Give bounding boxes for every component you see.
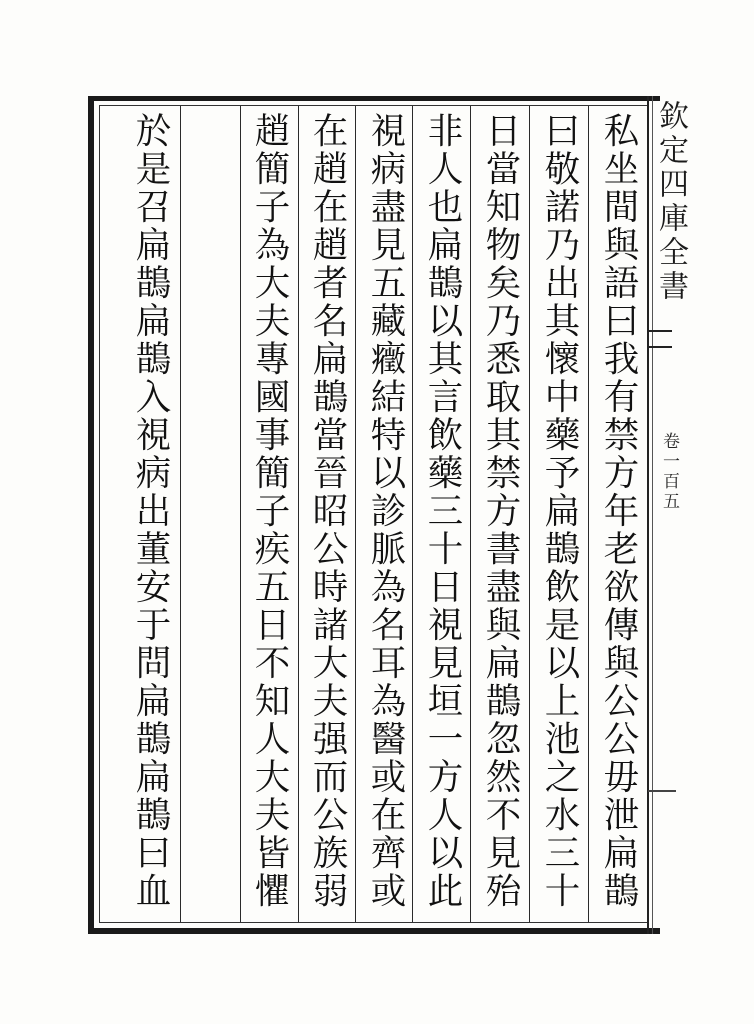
text-column: [592, 112, 644, 912]
column-rule: [180, 106, 181, 922]
text-column: [359, 112, 411, 912]
column-text: 於是召扁鵲扁鵲入視病出董安于問扁鵲扁鵲曰血: [130, 112, 171, 910]
column-text: 趙簡子為大夫專國事簡子疾五日不知人大夫皆懼: [249, 112, 290, 910]
column-rule: [529, 106, 530, 922]
column-text: 在趙在趙者名扁鵲當晉昭公時諸大夫强而公族弱: [307, 112, 348, 910]
text-column: [243, 112, 295, 912]
margin-book-title: 欽定四庫全書: [653, 100, 688, 304]
text-column: [416, 112, 468, 912]
column-text: 曰敬諾乃出其懷中藥予扁鵲飲是以上池之水三十: [539, 112, 580, 910]
column-rule: [412, 106, 413, 922]
text-column: [533, 112, 585, 912]
column-text: 日當知物矣乃悉取其禁方書盡與扁鵲忽然不見殆: [480, 112, 521, 910]
text-column: [474, 112, 526, 912]
column-text: 私坐間與語曰我有禁方年老欲傳與公公毋泄扁鵲: [598, 112, 639, 910]
text-column: [301, 112, 353, 912]
margin-volume-label: 卷一百五: [659, 432, 679, 512]
column-text: 非人也扁鵲以其言飲藥三十日視見垣一方人以此: [422, 112, 463, 910]
column-rule: [298, 106, 299, 922]
fold-border: [647, 96, 649, 934]
column-text: 視病盡見五藏癥結特以診脈為名耳為醫或在齊或: [365, 112, 406, 910]
margin-tick: [648, 790, 676, 792]
column-rule: [588, 106, 589, 922]
column-rule: [470, 106, 471, 922]
column-rule: [240, 106, 241, 922]
column-rule: [355, 106, 356, 922]
text-column: [124, 112, 176, 912]
fishtail-mark: [648, 330, 672, 348]
